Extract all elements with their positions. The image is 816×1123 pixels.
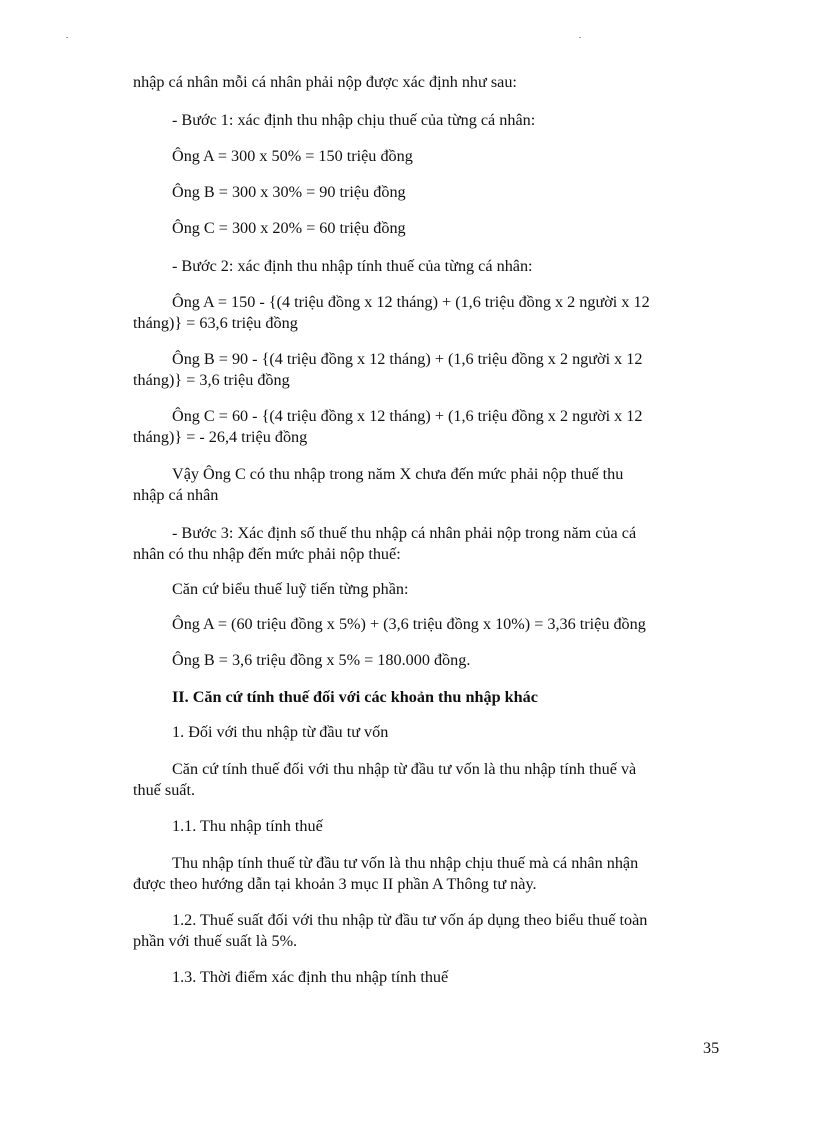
scan-speck [66, 37, 68, 38]
subsection-heading: 1.1. Thu nhập tính thuế [172, 817, 323, 835]
text-line: Ông B = 90 - {(4 triệu đồng x 12 tháng) + (1,6 triệu đồng x 2 người x 12 [172, 350, 643, 368]
text-line: tháng)} = 3,6 triệu đồng [133, 371, 290, 389]
text-line: Ông B = 300 x 30% = 90 triệu đồng [172, 183, 406, 201]
page-number: 35 [703, 1039, 720, 1057]
text-line: nhập cá nhân [133, 486, 219, 504]
text-line: Ông A = 150 - {(4 triệu đồng x 12 tháng) + (1,6 triệu đồng x 2 người x 12 [172, 293, 650, 311]
text-line: Ông C = 300 x 20% = 60 triệu đồng [172, 219, 406, 237]
step-2-heading: - Bước 2: xác định thu nhập tính thuế của từng cá nhân: [172, 257, 533, 275]
text-line: Ông A = (60 triệu đồng x 5%) + (3,6 triệu đồng x 10%) = 3,36 triệu đồng [172, 615, 646, 633]
text-line: 1.2. Thuế suất đối với thu nhập từ đầu tư vốn áp dụng theo biểu thuế toàn [172, 911, 648, 929]
text-line: tháng)} = - 26,4 triệu đồng [133, 428, 308, 446]
step-3-heading: - Bước 3: Xác định số thuế thu nhập cá nhân phải nộp trong năm của cá [172, 524, 637, 542]
subsection-heading: 1. Đối với thu nhập từ đầu tư vốn [172, 723, 389, 741]
text-line: Thu nhập tính thuế từ đầu tư vốn là thu nhập chịu thuế mà cá nhân nhận [172, 854, 639, 872]
text-line: Ông B = 3,6 triệu đồng x 5% = 180.000 đồng. [172, 651, 471, 669]
text-line: được theo hướng dẫn tại khoản 3 mục II phần A Thông tư này. [133, 875, 537, 893]
text-line: Căn cứ tính thuế đối với thu nhập từ đầu tư vốn là thu nhập tính thuế và [172, 760, 637, 778]
text-line: Ông A = 300 x 50% = 150 triệu đồng [172, 147, 413, 165]
text-line: Vậy Ông C có thu nhập trong năm X chưa đến mức phải nộp thuế thu [172, 465, 624, 483]
text-line: thuế suất. [133, 781, 196, 799]
text-line: nhập cá nhân mỗi cá nhân phải nộp được xác định như sau: [133, 73, 517, 91]
text-line: nhân có thu nhập đến mức phải nộp thuế: [133, 545, 401, 563]
text-line: phần với thuế suất là 5%. [133, 932, 298, 950]
subsection-heading: 1.3. Thời điểm xác định thu nhập tính thuế [172, 968, 449, 986]
step-1-heading: - Bước 1: xác định thu nhập chịu thuế của từng cá nhân: [172, 111, 536, 129]
text-line: Căn cứ biểu thuế luỹ tiến từng phần: [172, 580, 409, 598]
scan-speck [579, 37, 581, 38]
section-heading: II. Căn cứ tính thuế đối với các khoản thu nhập khác [172, 688, 538, 706]
text-line: Ông C = 60 - {(4 triệu đồng x 12 tháng) + (1,6 triệu đồng x 2 người x 12 [172, 407, 643, 425]
text-line: tháng)} = 63,6 triệu đồng [133, 314, 298, 332]
